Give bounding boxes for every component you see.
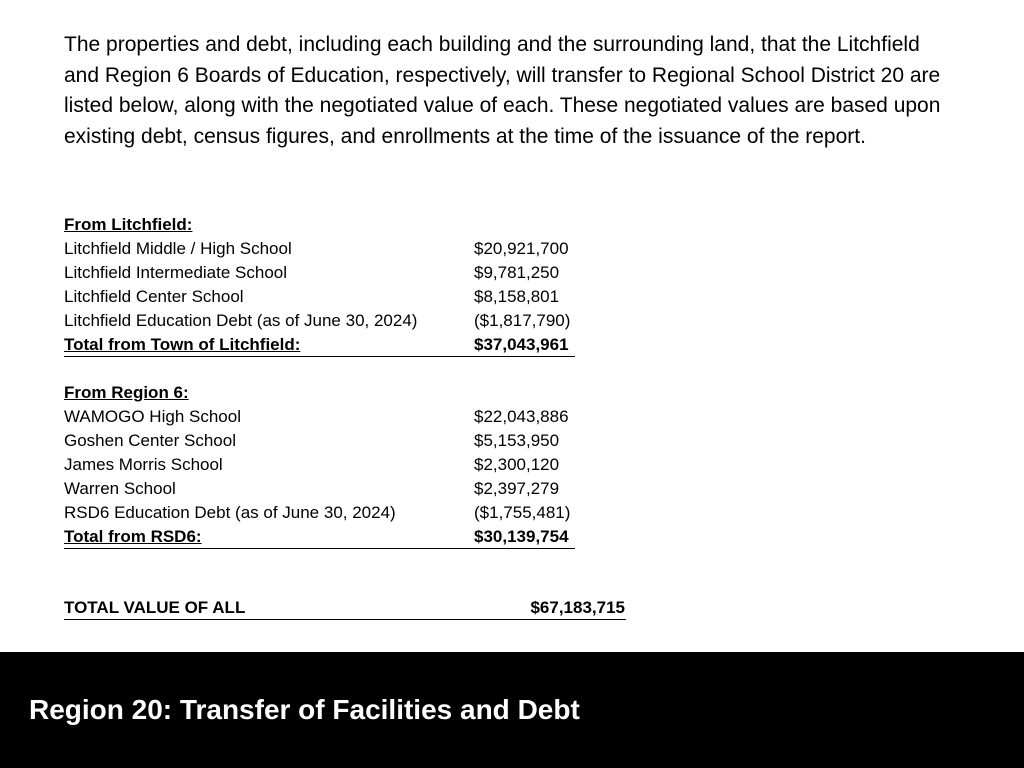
item-amount: $20,921,700 <box>474 239 569 258</box>
item-amount: $2,397,279 <box>474 479 560 498</box>
total-label: Total from Town of Litchfield: <box>64 335 301 354</box>
item-amount: $5,153,950 <box>474 431 560 450</box>
litchfield-total-row <box>64 333 575 357</box>
item-name: Litchfield Intermediate School <box>64 263 288 282</box>
slide-title: Region 20: Transfer of Facilities and Debt <box>29 694 580 725</box>
item-name: Goshen Center School <box>64 431 236 450</box>
region6-total-row <box>64 525 575 549</box>
list-item <box>64 429 575 453</box>
item-name: Litchfield Middle / High School <box>64 239 292 258</box>
total-label: Total from RSD6: <box>64 527 202 546</box>
item-amount: ($1,817,790) <box>474 311 571 330</box>
item-amount: $8,158,801 <box>474 287 560 306</box>
item-amount: $2,300,120 <box>474 455 560 474</box>
item-amount: ($1,755,481) <box>474 503 571 522</box>
item-name: James Morris School <box>64 455 223 474</box>
intro-paragraph: The properties and debt, including each building and the surrounding land, that the Litchfield and Region 6 Boards of Education, respectively, will transfer to Regional School District 20 are listed below, along with the negotiated value of each. These negotiated values are based upon existing debt, census figures, and enrollments at the time of the issuance of the report. <box>64 33 941 148</box>
footer-bar <box>0 652 1024 768</box>
list-item <box>64 261 575 285</box>
item-name: RSD6 Education Debt (as of June 30, 2024) <box>64 503 396 522</box>
grand-total-amount: $67,183,715 <box>530 598 625 617</box>
item-amount: $22,043,886 <box>474 407 569 426</box>
grand-total-row <box>64 596 626 620</box>
list-item <box>64 309 575 333</box>
item-name: Litchfield Education Debt (as of June 30, 2024) <box>64 311 418 330</box>
litchfield-section <box>64 213 575 357</box>
list-item <box>64 477 575 501</box>
list-item <box>64 501 575 525</box>
total-amount: $37,043,961 <box>474 335 569 354</box>
item-amount: $9,781,250 <box>474 263 560 282</box>
list-item <box>64 285 575 309</box>
list-item <box>64 237 575 261</box>
litchfield-heading: From Litchfield: <box>64 215 193 234</box>
item-name: Litchfield Center School <box>64 287 244 306</box>
region6-section <box>64 381 575 549</box>
item-name: Warren School <box>64 479 176 498</box>
list-item <box>64 405 575 429</box>
item-name: WAMOGO High School <box>64 407 241 426</box>
total-amount: $30,139,754 <box>474 527 569 546</box>
list-item <box>64 453 575 477</box>
region6-heading: From Region 6: <box>64 383 189 402</box>
grand-total-label: TOTAL VALUE OF ALL <box>64 598 246 617</box>
